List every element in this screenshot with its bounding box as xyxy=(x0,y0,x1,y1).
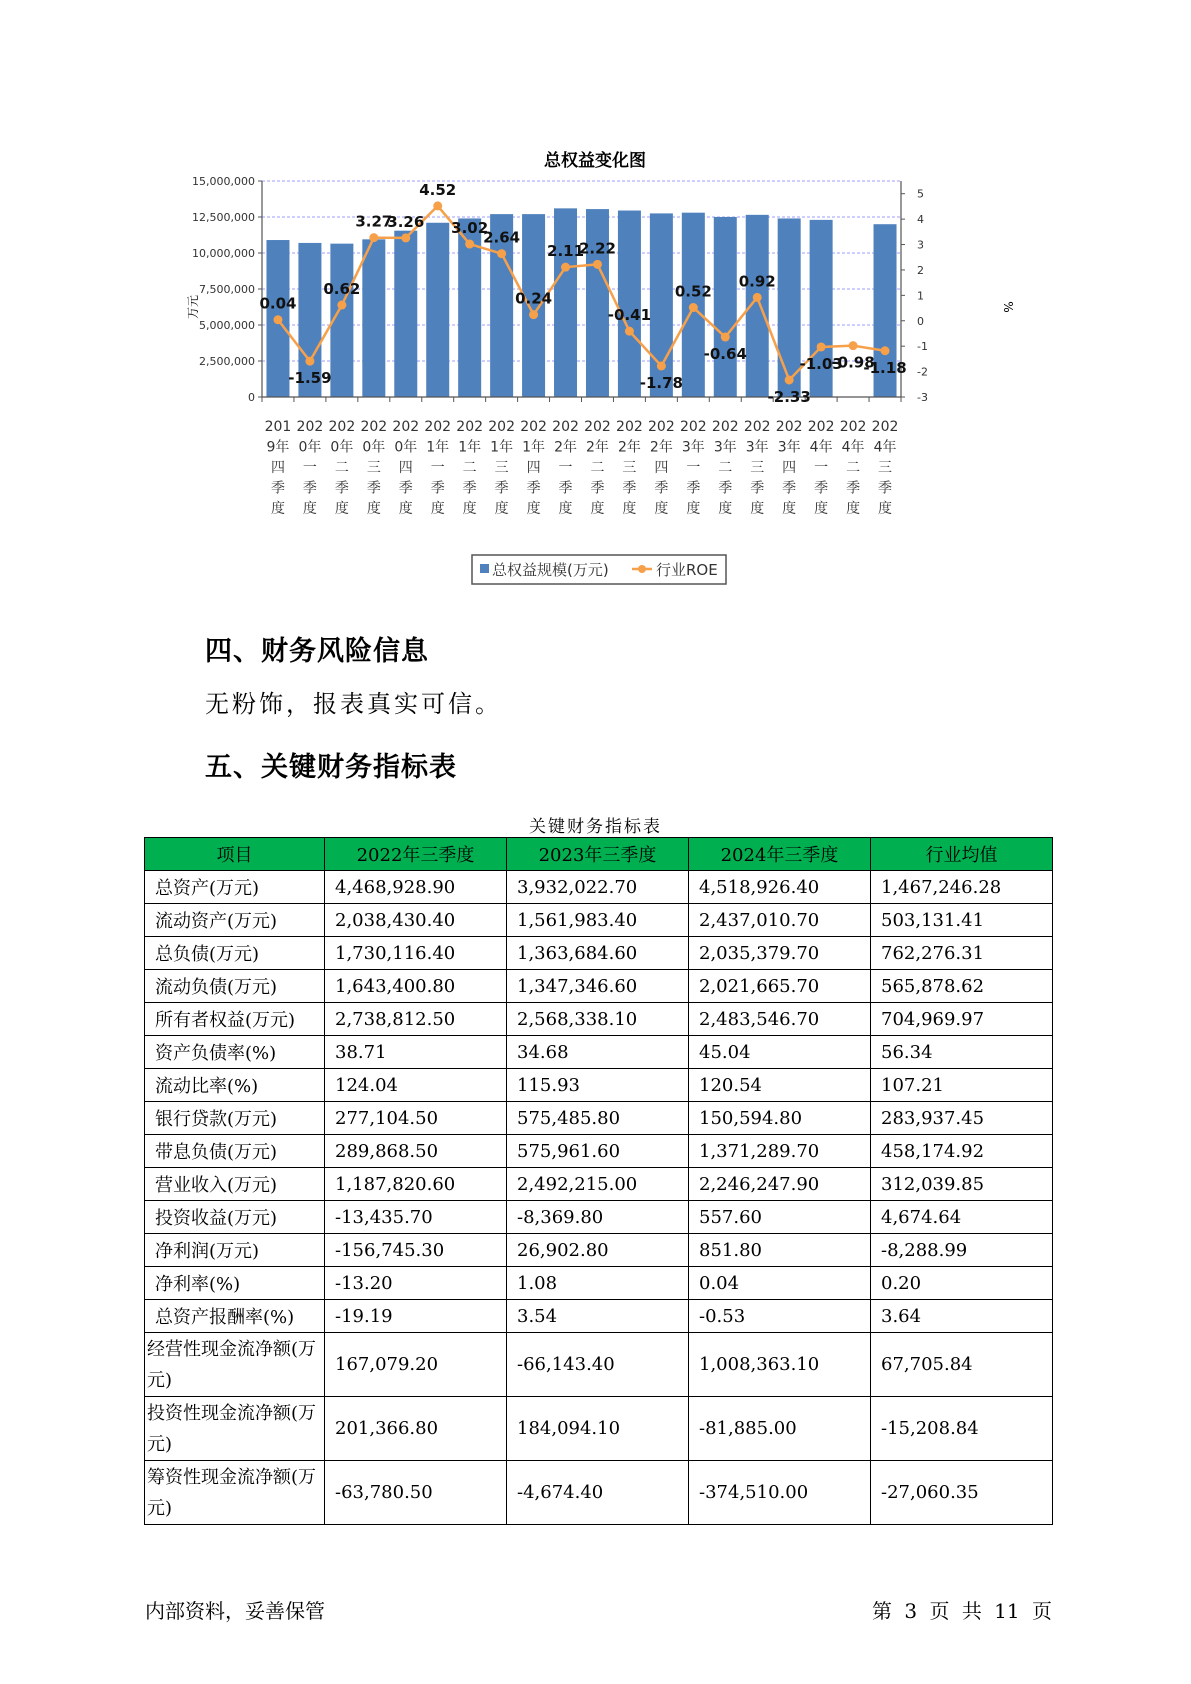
x-tick-label: 202 xyxy=(807,419,835,435)
x-tick-label: 度 xyxy=(302,501,317,517)
x-tick-label: 季 xyxy=(654,480,669,497)
table-cell: 3,932,022.70 xyxy=(507,871,689,904)
header-2024q3: 2024年三季度 xyxy=(689,838,871,871)
x-tick-label: 4年 xyxy=(809,439,833,456)
table-cell: 2,038,430.40 xyxy=(325,904,507,937)
x-tick-label: 3年 xyxy=(713,439,737,456)
table-cell: 1,561,983.40 xyxy=(507,904,689,937)
roe-data-label: -1.18 xyxy=(863,358,907,377)
x-tick-label: 四 xyxy=(526,460,541,476)
table-row xyxy=(145,937,1053,970)
equity-bar xyxy=(362,239,385,397)
x-tick-label: 季 xyxy=(462,480,477,497)
x-tick-label: 202 xyxy=(648,419,675,435)
x-tick-label: 一 xyxy=(302,460,317,476)
table-cell: 38.71 xyxy=(325,1036,507,1069)
table-cell: 2,483,546.70 xyxy=(689,1003,871,1036)
legend-line-label: 行业ROE xyxy=(656,561,718,579)
roe-point xyxy=(401,233,410,242)
x-tick-label: 202 xyxy=(871,419,899,435)
table-cell: -66,143.40 xyxy=(507,1333,689,1397)
x-tick-label: 度 xyxy=(398,501,413,517)
table-row xyxy=(145,1003,1053,1036)
x-tick-label: 9年 xyxy=(266,439,290,456)
equity-bar xyxy=(714,217,737,397)
x-tick-label: 四 xyxy=(398,460,413,476)
x-tick-label: 1年 xyxy=(458,439,482,456)
x-tick-label: 3年 xyxy=(777,439,801,456)
x-tick-label: 季 xyxy=(846,480,861,497)
row-item-label: 流动比率(%) xyxy=(145,1069,325,1102)
header-2022q3: 2022年三季度 xyxy=(325,838,507,871)
row-item-label: 净利率(%) xyxy=(145,1267,325,1300)
x-tick-label: 季 xyxy=(398,480,413,497)
table-row xyxy=(145,1234,1053,1267)
table-cell: -27,060.35 xyxy=(871,1461,1053,1525)
table-row xyxy=(145,1069,1053,1102)
roe-point xyxy=(721,333,730,342)
x-tick-label: 1年 xyxy=(490,439,514,456)
table-cell: 1,008,363.10 xyxy=(689,1333,871,1397)
x-tick-label: 季 xyxy=(590,480,605,497)
section-4-text: 无粉饰，报表真实可信。 xyxy=(205,690,502,718)
table-cell: 312,039.85 xyxy=(871,1168,1053,1201)
roe-point xyxy=(849,341,858,350)
row-item-label: 带息负债(万元) xyxy=(145,1135,325,1168)
x-tick-label: 二 xyxy=(334,460,349,476)
x-tick-label: 202 xyxy=(584,419,611,435)
equity-bar xyxy=(618,211,641,397)
x-tick-label: 202 xyxy=(552,419,579,435)
row-item-label: 总负债(万元) xyxy=(145,937,325,970)
table-cell: 1,187,820.60 xyxy=(325,1168,507,1201)
roe-point xyxy=(273,315,282,324)
roe-data-label: -0.64 xyxy=(703,345,747,364)
roe-data-label: 0.92 xyxy=(738,272,776,291)
table-cell: 1,363,684.60 xyxy=(507,937,689,970)
roe-point xyxy=(337,301,346,310)
table-cell: -15,208.84 xyxy=(871,1397,1053,1461)
header-item: 项目 xyxy=(145,838,325,871)
x-tick-label: 度 xyxy=(558,501,573,517)
x-tick-label: 4年 xyxy=(873,439,897,456)
x-tick-label: 三 xyxy=(750,460,765,476)
x-tick-label: 0年 xyxy=(394,439,418,456)
x-tick-label: 202 xyxy=(328,419,356,435)
x-tick-label: 202 xyxy=(392,419,420,435)
table-row xyxy=(145,1267,1053,1300)
x-tick-label: 度 xyxy=(750,501,765,517)
table-cell: 289,868.50 xyxy=(325,1135,507,1168)
row-item-label: 总资产(万元) xyxy=(145,871,325,904)
table-row xyxy=(145,1102,1053,1135)
y-axis-label: 万元 xyxy=(186,294,200,320)
x-tick-label: 度 xyxy=(462,501,477,517)
roe-data-label: 0.62 xyxy=(323,280,361,299)
row-item-label: 投资收益(万元) xyxy=(145,1201,325,1234)
roe-data-label: 4.52 xyxy=(419,180,457,199)
table-row xyxy=(145,1461,1053,1525)
x-tick-label: 季 xyxy=(686,480,701,497)
section-5-heading: 五、关键财务指标表 xyxy=(205,752,457,783)
roe-point xyxy=(593,260,602,269)
y-tick-label: 2,500,000 xyxy=(199,355,255,368)
x-tick-label: 202 xyxy=(488,419,515,435)
table-cell: 1,643,400.80 xyxy=(325,970,507,1003)
row-item-label: 总资产报酬率(%) xyxy=(145,1300,325,1333)
table-cell: 704,969.97 xyxy=(871,1003,1053,1036)
x-tick-label: 度 xyxy=(590,501,605,517)
x-tick-label: 四 xyxy=(782,460,797,476)
table-caption: 关键财务指标表 xyxy=(529,817,662,837)
table-cell: 26,902.80 xyxy=(507,1234,689,1267)
x-tick-label: 度 xyxy=(846,501,861,517)
chart-title: 总权益变化图 xyxy=(544,151,646,171)
table-row xyxy=(145,970,1053,1003)
row-item-label: 流动资产(万元) xyxy=(145,904,325,937)
x-tick-label: 202 xyxy=(296,419,324,435)
table-row xyxy=(145,871,1053,904)
x-tick-label: 一 xyxy=(686,460,701,476)
table-cell: 124.04 xyxy=(325,1069,507,1102)
x-tick-label: 202 xyxy=(520,419,547,435)
table-cell: 120.54 xyxy=(689,1069,871,1102)
table-cell: 1,730,116.40 xyxy=(325,937,507,970)
x-tick-label: 0年 xyxy=(330,439,354,456)
roe-data-label: 2.22 xyxy=(578,239,616,258)
x-tick-label: 季 xyxy=(718,480,733,497)
x-tick-label: 2年 xyxy=(586,439,609,456)
section-4-heading: 四、财务风险信息 xyxy=(205,636,429,667)
roe-point xyxy=(433,201,442,210)
table-cell: 1.08 xyxy=(507,1267,689,1300)
roe-point xyxy=(561,263,570,272)
x-tick-label: 1年 xyxy=(426,439,450,456)
x-tick-label: 202 xyxy=(360,419,388,435)
equity-chart xyxy=(0,0,1191,600)
x-tick-label: 季 xyxy=(750,480,765,497)
x-tick-label: 三 xyxy=(622,460,637,476)
x-tick-label: 一 xyxy=(814,460,829,476)
roe-data-label: -2.33 xyxy=(767,387,811,406)
y-tick-label: 0 xyxy=(248,391,255,404)
y2-tick-label: 4 xyxy=(917,213,924,227)
x-tick-label: 度 xyxy=(526,501,541,517)
row-item-label: 净利润(万元) xyxy=(145,1234,325,1267)
row-item-label: 投资性现金流净额(万元) xyxy=(145,1397,325,1461)
x-tick-label: 季 xyxy=(366,480,381,497)
y-tick-label: 5,000,000 xyxy=(199,319,255,332)
y2-tick-label: -3 xyxy=(917,391,928,404)
equity-bar xyxy=(554,208,577,397)
x-tick-label: 三 xyxy=(494,460,509,476)
y2-axis-label: % xyxy=(1001,301,1015,313)
x-tick-label: 2年 xyxy=(554,439,577,456)
table-cell: 45.04 xyxy=(689,1036,871,1069)
table-cell: -19.19 xyxy=(325,1300,507,1333)
roe-point xyxy=(369,233,378,242)
table-cell: 2,246,247.90 xyxy=(689,1168,871,1201)
roe-point xyxy=(529,310,538,319)
roe-data-label: 2.64 xyxy=(483,228,521,247)
row-item-label: 筹资性现金流净额(万元) xyxy=(145,1461,325,1525)
x-tick-label: 202 xyxy=(679,419,707,435)
roe-point xyxy=(689,303,698,312)
table-cell: 503,131.41 xyxy=(871,904,1053,937)
y2-tick-label: -2 xyxy=(917,365,928,379)
table-cell: 67,705.84 xyxy=(871,1333,1053,1397)
y-tick-label: 7,500,000 xyxy=(199,283,255,296)
table-row xyxy=(145,904,1053,937)
y2-tick-label: 5 xyxy=(917,187,924,201)
table-cell: -81,885.00 xyxy=(689,1397,871,1461)
x-tick-label: 0年 xyxy=(298,439,322,456)
row-item-label: 经营性现金流净额(万元) xyxy=(145,1333,325,1397)
table-cell: 283,937.45 xyxy=(871,1102,1053,1135)
x-tick-label: 三 xyxy=(366,460,381,476)
x-tick-label: 季 xyxy=(814,480,829,497)
table-header-row xyxy=(145,838,1053,871)
row-item-label: 流动负债(万元) xyxy=(145,970,325,1003)
table-cell: -374,510.00 xyxy=(689,1461,871,1525)
x-tick-label: 2年 xyxy=(617,439,641,456)
table-cell: 458,174.92 xyxy=(871,1135,1053,1168)
x-tick-label: 2年 xyxy=(649,439,673,456)
row-item-label: 营业收入(万元) xyxy=(145,1168,325,1201)
x-tick-label: 季 xyxy=(526,480,541,497)
legend-bar-label: 总权益规模(万元) xyxy=(492,561,609,579)
table-cell: -0.53 xyxy=(689,1300,871,1333)
y-tick-label: 15,000,000 xyxy=(192,175,255,188)
x-tick-label: 季 xyxy=(270,480,285,497)
header-2023q3: 2023年三季度 xyxy=(507,838,689,871)
x-tick-label: 季 xyxy=(334,480,349,497)
table-cell: 4,674.64 xyxy=(871,1201,1053,1234)
x-tick-label: 四 xyxy=(270,460,285,476)
key-financial-table xyxy=(144,837,1053,1525)
x-tick-label: 1年 xyxy=(522,439,546,456)
x-tick-label: 季 xyxy=(782,480,797,497)
row-item-label: 所有者权益(万元) xyxy=(145,1003,325,1036)
y2-tick-label: 0 xyxy=(917,314,924,328)
table-cell: -8,288.99 xyxy=(871,1234,1053,1267)
x-tick-label: 一 xyxy=(558,460,573,476)
table-cell: 34.68 xyxy=(507,1036,689,1069)
chart-legend xyxy=(472,555,726,584)
table-cell: -13,435.70 xyxy=(325,1201,507,1234)
table-cell: 184,094.10 xyxy=(507,1397,689,1461)
x-tick-label: 季 xyxy=(622,480,637,497)
table-row xyxy=(145,1168,1053,1201)
roe-data-label: -1.03 xyxy=(799,354,843,373)
x-tick-label: 4年 xyxy=(841,439,865,456)
x-tick-label: 度 xyxy=(878,501,893,517)
table-cell: 4,468,928.90 xyxy=(325,871,507,904)
equity-bar xyxy=(426,223,449,397)
table-cell: 762,276.31 xyxy=(871,937,1053,970)
x-tick-label: 度 xyxy=(718,501,733,517)
table-cell: -156,745.30 xyxy=(325,1234,507,1267)
x-tick-label: 度 xyxy=(782,501,797,517)
y-tick-label: 12,500,000 xyxy=(192,211,255,224)
roe-point xyxy=(305,357,314,366)
table-cell: 2,035,379.70 xyxy=(689,937,871,970)
x-tick-label: 季 xyxy=(494,480,509,497)
table-row xyxy=(145,1135,1053,1168)
table-cell: 150,594.80 xyxy=(689,1102,871,1135)
footer-page-number: 第 3 页 共 11 页 xyxy=(872,1599,1052,1623)
x-tick-label: 四 xyxy=(654,460,669,476)
x-tick-label: 度 xyxy=(494,501,509,517)
x-tick-label: 202 xyxy=(711,419,739,435)
table-cell: 2,738,812.50 xyxy=(325,1003,507,1036)
table-cell: 4,518,926.40 xyxy=(689,871,871,904)
legend-bar-swatch xyxy=(480,564,489,573)
roe-data-label: 0.24 xyxy=(515,289,553,308)
table-cell: -13.20 xyxy=(325,1267,507,1300)
x-tick-label: 201 xyxy=(264,419,292,435)
table-cell: 1,467,246.28 xyxy=(871,871,1053,904)
roe-point xyxy=(497,249,506,258)
table-cell: 557.60 xyxy=(689,1201,871,1234)
table-row xyxy=(145,1333,1053,1397)
row-item-label: 资产负债率(%) xyxy=(145,1036,325,1069)
roe-point xyxy=(785,375,794,384)
table-cell: 277,104.50 xyxy=(325,1102,507,1135)
table-row xyxy=(145,1397,1053,1461)
table-cell: -8,369.80 xyxy=(507,1201,689,1234)
x-tick-label: 度 xyxy=(654,501,669,517)
table-cell: 575,961.60 xyxy=(507,1135,689,1168)
x-tick-label: 季 xyxy=(558,480,573,497)
x-tick-label: 202 xyxy=(616,419,643,435)
roe-data-label: -0.41 xyxy=(607,306,652,325)
x-tick-label: 202 xyxy=(424,419,452,435)
y2-tick-label: 3 xyxy=(917,238,924,252)
table-cell: 2,568,338.10 xyxy=(507,1003,689,1036)
table-cell: 2,437,010.70 xyxy=(689,904,871,937)
roe-data-label: 0.52 xyxy=(674,282,712,301)
table-cell: 1,347,346.60 xyxy=(507,970,689,1003)
roe-data-label: -1.59 xyxy=(288,369,332,388)
x-tick-label: 季 xyxy=(430,480,445,497)
table-cell: 3.64 xyxy=(871,1300,1053,1333)
table-cell: 56.34 xyxy=(871,1036,1053,1069)
y2-tick-label: 2 xyxy=(917,263,924,277)
table-row xyxy=(145,1201,1053,1234)
roe-point xyxy=(817,342,826,351)
equity-bar xyxy=(394,231,417,397)
table-row xyxy=(145,1300,1053,1333)
x-tick-label: 度 xyxy=(366,501,381,517)
x-tick-label: 度 xyxy=(270,501,285,517)
roe-point xyxy=(465,240,474,249)
roe-point xyxy=(625,327,634,336)
roe-data-label: 3.02 xyxy=(451,219,489,238)
roe-data-label: 3.26 xyxy=(387,212,425,231)
x-tick-label: 3年 xyxy=(745,439,769,456)
y2-tick-label: -1 xyxy=(917,340,928,354)
x-tick-label: 202 xyxy=(456,419,484,435)
x-tick-labels xyxy=(265,419,899,517)
roe-data-label: -1.78 xyxy=(639,373,683,392)
x-tick-label: 三 xyxy=(878,460,893,476)
y2-tick-label: 1 xyxy=(917,289,924,303)
y-tick-label: 10,000,000 xyxy=(192,247,255,260)
x-tick-label: 一 xyxy=(430,460,445,476)
x-tick-label: 度 xyxy=(814,501,829,517)
roe-data-label: 3.27 xyxy=(355,212,393,231)
table-cell: 2,492,215.00 xyxy=(507,1168,689,1201)
table-cell: 0.04 xyxy=(689,1267,871,1300)
roe-data-label: 0.04 xyxy=(259,294,297,313)
equity-bar xyxy=(586,209,609,397)
x-tick-label: 二 xyxy=(590,460,605,476)
table-cell: 0.20 xyxy=(871,1267,1053,1300)
table-cell: 2,021,665.70 xyxy=(689,970,871,1003)
roe-point xyxy=(881,346,890,355)
table-cell: 565,878.62 xyxy=(871,970,1053,1003)
x-tick-label: 度 xyxy=(430,501,445,517)
x-tick-label: 季 xyxy=(302,480,317,497)
header-industry-avg: 行业均值 xyxy=(871,838,1053,871)
table-row xyxy=(145,1036,1053,1069)
roe-data-label: 2.11 xyxy=(547,242,585,261)
table-cell: 107.21 xyxy=(871,1069,1053,1102)
x-tick-label: 度 xyxy=(622,501,637,517)
x-tick-label: 202 xyxy=(743,419,771,435)
table-cell: 201,366.80 xyxy=(325,1397,507,1461)
x-tick-label: 度 xyxy=(686,501,701,517)
roe-data-label: -0.98 xyxy=(831,353,875,372)
table-cell: 1,371,289.70 xyxy=(689,1135,871,1168)
table-cell: 575,485.80 xyxy=(507,1102,689,1135)
table-cell: 3.54 xyxy=(507,1300,689,1333)
table-cell: 167,079.20 xyxy=(325,1333,507,1397)
legend-line-marker xyxy=(638,565,646,573)
x-tick-label: 度 xyxy=(334,501,349,517)
x-tick-label: 季 xyxy=(878,480,893,497)
table-cell: -63,780.50 xyxy=(325,1461,507,1525)
table-cell: 851.80 xyxy=(689,1234,871,1267)
x-tick-label: 202 xyxy=(775,419,803,435)
table-cell: 115.93 xyxy=(507,1069,689,1102)
x-tick-label: 二 xyxy=(846,460,861,476)
x-tick-label: 0年 xyxy=(362,439,386,456)
x-tick-label: 二 xyxy=(462,460,477,476)
roe-point xyxy=(753,293,762,302)
table-cell: -4,674.40 xyxy=(507,1461,689,1525)
roe-point xyxy=(657,361,666,370)
x-tick-label: 202 xyxy=(839,419,867,435)
x-tick-label: 3年 xyxy=(681,439,705,456)
x-tick-label: 二 xyxy=(718,460,733,476)
row-item-label: 银行贷款(万元) xyxy=(145,1102,325,1135)
footer-confidential: 内部资料，妥善保管 xyxy=(145,1599,325,1623)
